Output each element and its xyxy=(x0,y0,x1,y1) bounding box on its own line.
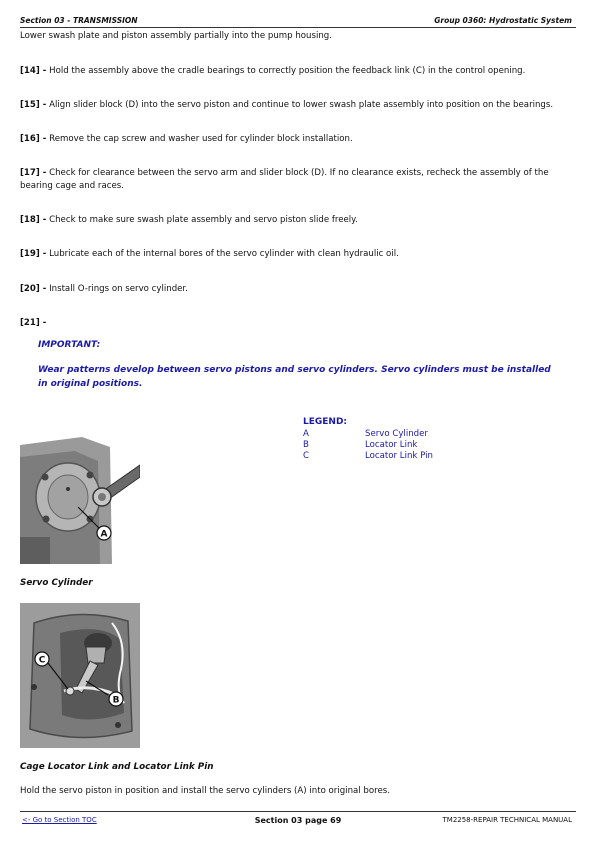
legend-value: Locator Link xyxy=(365,440,418,450)
legend-key: C xyxy=(303,451,310,461)
legend-item xyxy=(303,451,433,461)
step-text: Lubricate each of the internal bores of the servo cylinder with clean hydraulic oil. xyxy=(49,249,399,259)
important-label: IMPORTANT: xyxy=(38,340,101,350)
step-14 xyxy=(20,65,572,78)
step-number: [16] - xyxy=(20,134,47,144)
step-number: [20] - xyxy=(20,284,47,294)
page-number: Section 03 page 69 xyxy=(254,816,342,825)
step-number: [15] - xyxy=(20,100,47,110)
legend-item xyxy=(303,429,428,439)
step-text: Align slider block (D) into the servo piston and continue to lower swash plate assembly into position on the bearings. xyxy=(49,100,554,110)
locator-link-photo xyxy=(20,603,140,748)
legend-key: A xyxy=(303,429,309,439)
legend-item xyxy=(303,440,417,450)
step-number: [18] - xyxy=(20,215,47,225)
step-20 xyxy=(20,283,572,296)
callout-b-label: B xyxy=(112,695,120,706)
figure1-caption: Servo Cylinder xyxy=(20,578,93,588)
header-group: Group 0360: Hydrostatic System xyxy=(434,16,572,25)
figure2-caption: Cage Locator Link and Locator Link Pin xyxy=(20,762,214,772)
footer-divider xyxy=(20,811,576,812)
step-number: [14] - xyxy=(20,66,47,76)
legend-key: B xyxy=(303,440,309,450)
step-text: Remove the cap screw and washer used for cylinder block installation. xyxy=(49,134,353,144)
step-16 xyxy=(20,133,572,146)
step-text: Check to make sure swash plate assembly and servo piston slide freely. xyxy=(49,215,358,225)
step-number: [21] - xyxy=(20,318,47,328)
important-text: Wear patterns develop between servo pistons and servo cylinders. Servo cylinders must be installed in original positions. xyxy=(38,365,551,389)
step-21 xyxy=(20,317,572,330)
servo-cylinder-photo xyxy=(20,437,140,564)
callout-c-label: C xyxy=(38,655,46,666)
step-19 xyxy=(20,248,572,261)
intro-text: Lower swash plate and piston assembly partially into the pump housing. xyxy=(20,31,332,41)
manual-title: TM2258-REPAIR TECHNICAL MANUAL xyxy=(442,816,572,824)
callout-a-label: A xyxy=(100,529,108,540)
step-text: Install O-rings on servo cylinder. xyxy=(49,284,188,294)
step-number: [17] - xyxy=(20,168,47,178)
section-toc-link[interactable]: <- Go to Section TOC xyxy=(22,816,97,824)
legend-value: Locator Link Pin xyxy=(365,451,433,461)
step-text: Check for clearance between the servo arm and slider block (D). If no clearance exists, recheck the assembly of the bearing cage and races. xyxy=(20,168,549,191)
step-15 xyxy=(20,99,572,112)
step-number: [19] - xyxy=(20,249,47,259)
header-divider xyxy=(20,27,576,28)
legend-value: Servo Cylinder xyxy=(365,429,428,439)
legend-title: LEGEND: xyxy=(303,417,348,427)
step-18 xyxy=(20,214,572,227)
closing-text: Hold the servo piston in position and install the servo cylinders (A) into original bores. xyxy=(20,786,390,796)
step-17 xyxy=(20,167,572,193)
step-text: Hold the assembly above the cradle bearings to correctly position the feedback link (C) in the control opening. xyxy=(49,66,526,76)
header-section: Section 03 - TRANSMISSION xyxy=(20,16,138,25)
